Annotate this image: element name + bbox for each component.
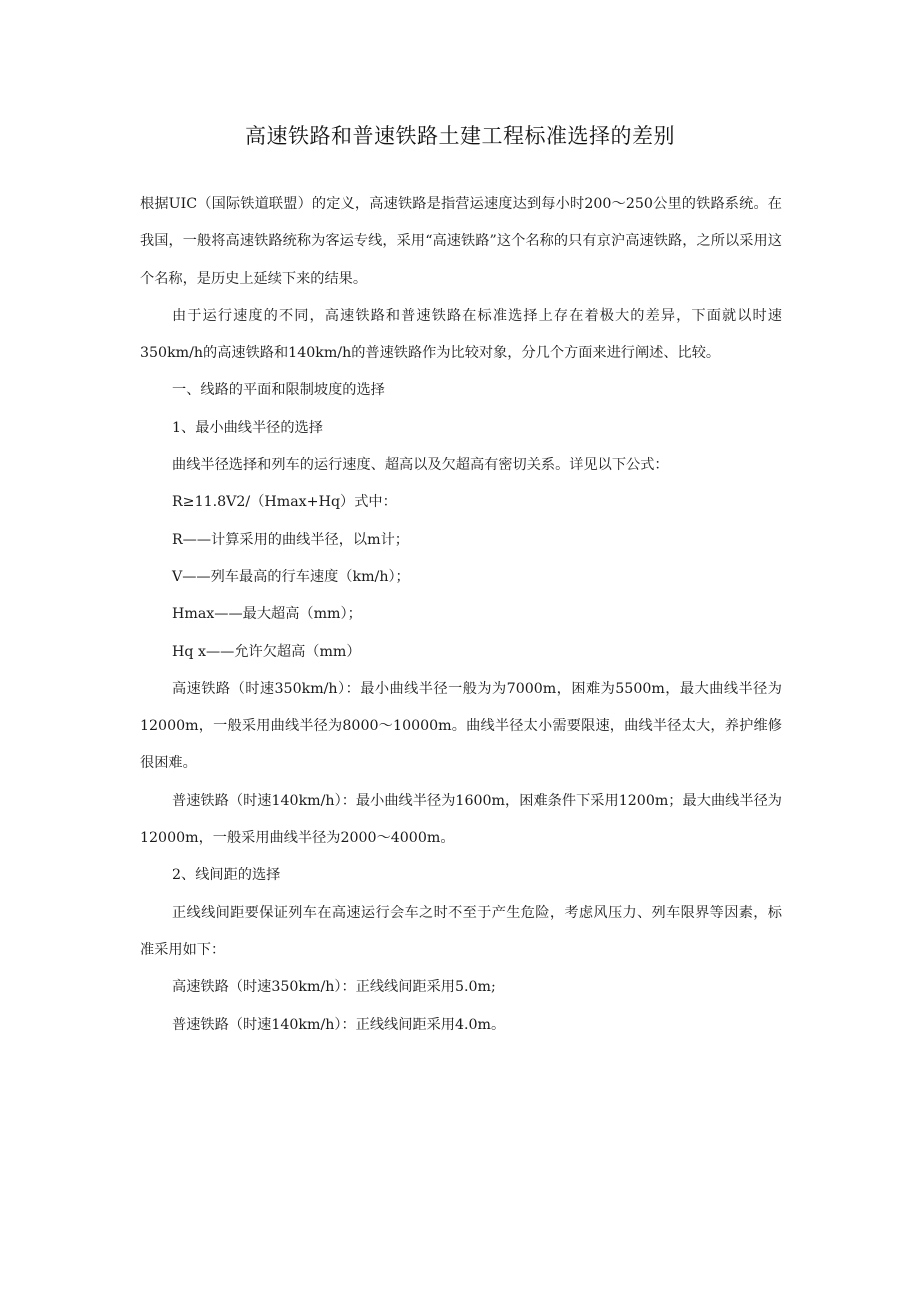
paragraph-uic-definition: 根据UIC（国际铁道联盟）的定义，高速铁路是指营运速度达到每小时200～250公里的铁路系统。在我国，一般将高速铁路统称为客运专线，采用“高速铁路”这个名称的只有京沪高速铁路，之所以采用这个名称，是历史上延续下来的结果。 — [140, 196, 782, 287]
formula-def-r: R——计算采用的曲线半径，以m计； — [172, 531, 409, 548]
formula-def-v: V——列车最高的行车速度（km/h）； — [172, 568, 410, 585]
paragraph-track-spacing-intro: 正线线间距要保证列车在高速运行会车之时不至于产生危险，考虑风压力、列车限界等因素，标准采用如下： — [140, 904, 782, 958]
paragraph-curve-radius-intro: 曲线半径选择和列车的运行速度、超高以及欠超高有密切关系。详见以下公式： — [172, 457, 669, 474]
paragraph-high-speed-spacing: 高速铁路（时速350km/h）：正线线间距采用5.0m; — [172, 979, 496, 996]
document-body — [140, 186, 782, 1044]
paragraph-high-speed-radius: 高速铁路（时速350km/h）：最小曲线半径一般为为7000m，困难为5500m，最大曲线半径为12000m，一般采用曲线半径为8000～10000m。曲线半径太小需要限速，曲线半径太大，养护维修很困难。 — [140, 680, 782, 772]
subsection-heading-2: 2、线间距的选择 — [172, 867, 281, 884]
section-heading-1: 一、线路的平面和限制坡度的选择 — [172, 382, 385, 399]
paragraph-normal-speed-radius: 普速铁路（时速140km/h）：最小曲线半径为1600m，困难条件下采用1200m；最大曲线半径为12000m，一般采用曲线半径为2000～4000m。 — [140, 792, 782, 847]
paragraph-speed-difference: 由于运行速度的不同，高速铁路和普速铁路在标准选择上存在着极大的差异，下面就以时速350km/h的高速铁路和140km/h的普速铁路作为比较对象，分几个方面来进行阐述、比较。 — [140, 307, 782, 362]
formula-line: R≥11.8V2/（Hmax+Hq）式中： — [172, 494, 397, 511]
formula-def-hmax: Hmax——最大超高（mm）； — [172, 606, 362, 623]
formula-def-hq: Hq x——允许欠超高（mm） — [172, 643, 361, 660]
paragraph-normal-speed-spacing: 普速铁路（时速140km/h）：正线线间距采用4.0m。 — [172, 1016, 506, 1033]
document-title: 高速铁路和普速铁路土建工程标准选择的差别 — [245, 124, 675, 148]
subsection-heading-1: 1、最小曲线半径的选择 — [172, 419, 323, 436]
